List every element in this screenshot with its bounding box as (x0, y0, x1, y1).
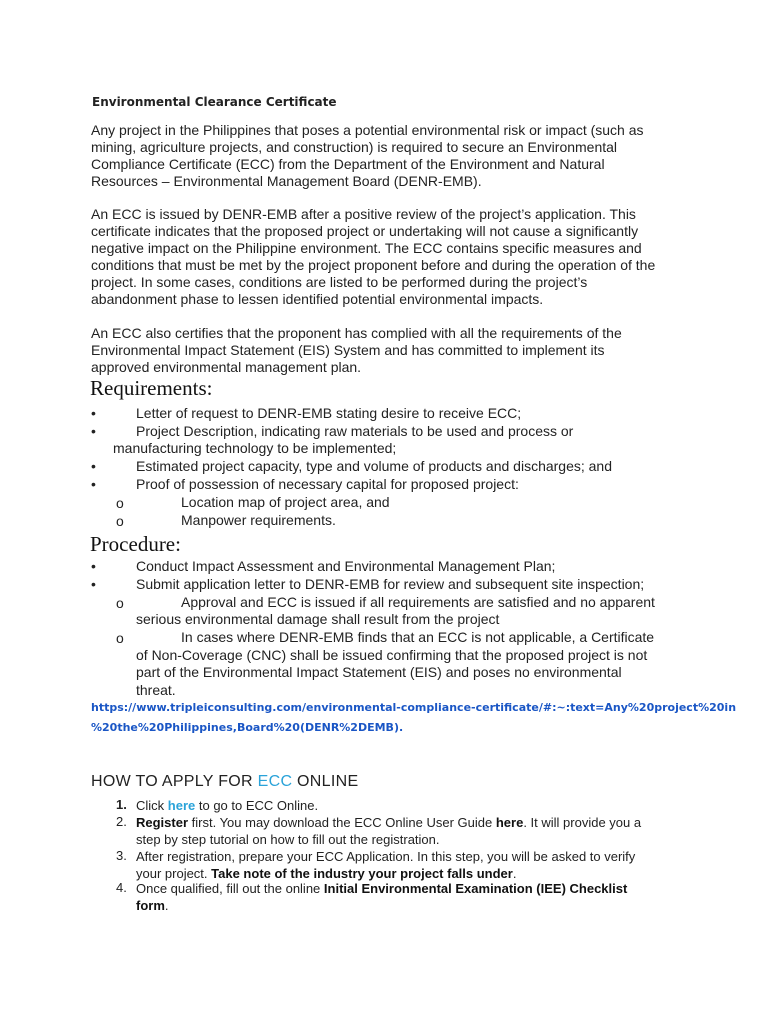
paragraph-line: Resources – Environmental Management Board (DENR-EMB). (91, 173, 482, 189)
source-link-line[interactable]: https://www.tripleiconsulting.com/environmental-compliance-certificate/#:~:text=Any%20project%20in (91, 701, 737, 714)
step-text: . (164, 898, 169, 913)
intro-paragraph (91, 122, 691, 190)
step-text: first. You may download the ECC Online User Guide (188, 815, 496, 830)
step-3 (136, 848, 696, 882)
step-text: step by step tutorial on how to fill out the registration. (136, 832, 440, 847)
sub-bullet-marker: o (116, 495, 124, 511)
step-emphasis: Take note of the industry your project falls under (211, 866, 513, 881)
bullet-marker: • (91, 476, 96, 492)
step-number: 1. (116, 797, 127, 812)
list-item: Estimated project capacity, type and volume of products and discharges; and (136, 458, 613, 474)
paragraph-line: mining, agriculture projects, and construction) is required to secure an Environmental (91, 139, 618, 155)
source-link-line[interactable]: %20the%20Philippines,Board%20(DENR%2DEMB). (91, 721, 404, 734)
howto-prefix: HOW TO APPLY FOR (91, 773, 258, 790)
bullet-marker: • (91, 405, 96, 421)
step-number: 2. (116, 814, 127, 829)
iee-checklist-label: form (136, 898, 165, 913)
step-text: . It will provide you a (523, 815, 642, 830)
list-item: Manpower requirements. (181, 512, 336, 528)
step-text: Once qualified, fill out the online (136, 881, 324, 896)
document-title: Environmental Clearance Certificate (92, 95, 337, 109)
step-text: to go to ECC Online. (195, 798, 319, 813)
howto-suffix: ONLINE (292, 773, 359, 790)
list-item: Submit application letter to DENR-EMB for review and subsequent site inspection; (136, 576, 645, 592)
bullet-marker: • (91, 576, 96, 592)
bullet-marker: • (91, 558, 96, 574)
ecc-online-link[interactable]: here (167, 798, 196, 813)
howto-accent: ECC (257, 773, 293, 790)
step-number: 4. (116, 880, 127, 895)
paragraph-line: abandonment phase to lessen identified potential environmental impacts. (91, 291, 544, 307)
step-text: your project. (136, 866, 212, 881)
sub-bullet-marker: o (116, 595, 124, 611)
paragraph-line: Compliance Certificate (ECC) from the Department of the Environment and Natural (91, 156, 605, 172)
list-item: part of the Environmental Impact Statement (EIS) and poses no environmental (136, 664, 622, 680)
ecc-issuance-paragraph (91, 206, 691, 308)
bullet-marker: • (91, 423, 96, 439)
step-2 (136, 814, 696, 848)
paragraph-line: negative impact on the Philippine environment. The ECC contains specific measures and (91, 240, 642, 256)
sub-bullet-marker: o (116, 630, 124, 646)
list-item: Approval and ECC is issued if all requirements are satisfied and no apparent (181, 594, 655, 610)
paragraph-line: conditions that must be met by the project proponent before and during the operation of the (91, 257, 656, 273)
paragraph-line: Any project in the Philippines that poses a potential environmental risk or impact (such as (91, 122, 644, 138)
requirements-heading: Requirements: (90, 376, 213, 400)
list-item: Project Description, indicating raw materials to be used and process or (136, 423, 574, 439)
list-item: Letter of request to DENR-EMB stating desire to receive ECC; (136, 405, 522, 421)
paragraph-line: Environmental Impact Statement (EIS) System and has committed to implement its (91, 342, 605, 358)
step-4 (136, 880, 696, 914)
step-text: After registration, prepare your ECC Application. In this step, you will be asked to verify (136, 849, 636, 864)
step-text: . (512, 866, 517, 881)
ecc-certifies-paragraph (91, 325, 691, 376)
step-number: 3. (116, 848, 127, 863)
paragraph-line: approved environmental management plan. (91, 359, 362, 375)
step-1 (136, 797, 696, 814)
register-link[interactable]: Register (136, 815, 189, 830)
paragraph-line: certificate indicates that the proposed project or undertaking will not cause a significantly (91, 223, 639, 239)
list-item: serious environmental damage shall result from the project (136, 611, 500, 627)
howto-heading (91, 773, 358, 791)
paragraph-line: An ECC is issued by DENR-EMB after a positive review of the project’s application. This (91, 206, 636, 222)
list-item: Conduct Impact Assessment and Environmental Management Plan; (136, 558, 556, 574)
bullet-marker: • (91, 458, 96, 474)
iee-checklist-label: Initial Environmental Examination (IEE) Checklist (323, 881, 628, 896)
procedure-heading: Procedure: (90, 532, 181, 556)
list-item: In cases where DENR-EMB finds that an ECC is not applicable, a Certificate (181, 629, 655, 645)
list-item: manufacturing technology to be implemented; (113, 440, 397, 456)
list-item: threat. (136, 682, 176, 698)
step-text: Click (136, 798, 168, 813)
source-link[interactable] (91, 698, 737, 738)
list-item: of Non-Coverage (CNC) shall be issued confirming that the proposed project is not (136, 647, 648, 663)
sub-bullet-marker: o (116, 513, 124, 529)
user-guide-link[interactable]: here (495, 815, 524, 830)
list-item: Proof of possession of necessary capital for proposed project: (136, 476, 519, 492)
paragraph-line: An ECC also certifies that the proponent has complied with all the requirements of the (91, 325, 622, 341)
list-item: Location map of project area, and (181, 494, 390, 510)
paragraph-line: project. In some cases, conditions are listed to be performed during the project’s (91, 274, 588, 290)
